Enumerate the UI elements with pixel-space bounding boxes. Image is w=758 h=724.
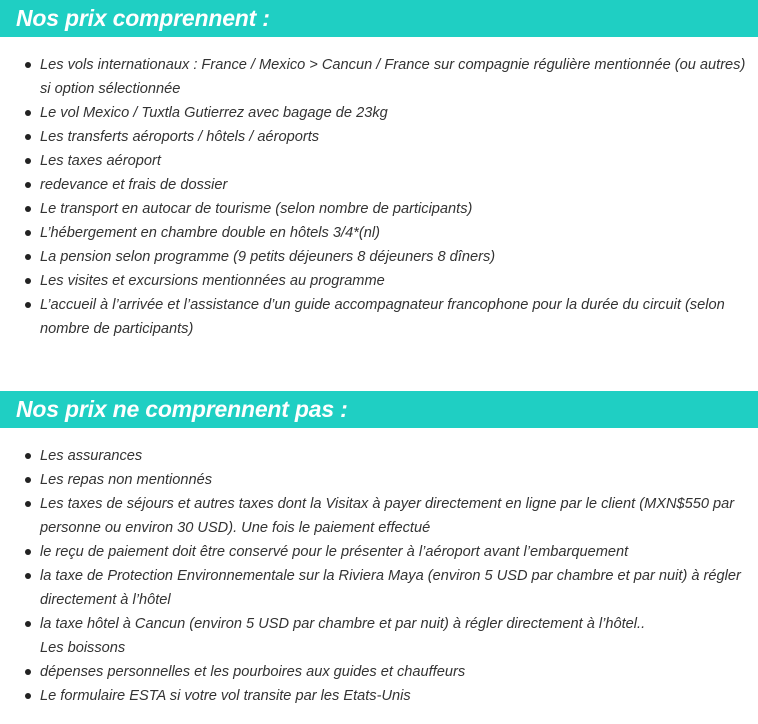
list-item: Les taxes aéroport xyxy=(0,149,758,173)
list-item: la taxe de Protection Environnementale sur la Riviera Maya (environ 5 USD par chambre et par nuit) à régler directement à l’hôtel xyxy=(0,564,758,612)
list-item: La pension selon programme (9 petits déjeuners 8 déjeuners 8 dîners) xyxy=(0,245,758,269)
list-item: la taxe hôtel à Cancun (environ 5 USD par chambre et par nuit) à régler directement à l’hôtel.. xyxy=(0,612,758,636)
included-section-title: Nos prix comprennent : xyxy=(16,5,270,31)
list-item: Le vol Mexico / Tuxtla Gutierrez avec bagage de 23kg xyxy=(0,101,758,125)
list-item: Les boissons xyxy=(40,640,126,656)
list-item: dépenses personnelles et les pourboires aux guides et chauffeurs xyxy=(0,660,758,684)
list-item: le reçu de paiement doit être conservé pour le présenter à l’aéroport avant l’embarquement xyxy=(0,540,758,564)
list-item: L’accueil à l’arrivée et l’assistance d’un guide accompagnateur francophone pour la durée du circuit (selon nombre de participants) xyxy=(0,293,758,341)
list-item: Les vols internationaux : France / Mexico > Cancun / France sur compagnie régulière mentionnée (ou autres) si option sélectionnée xyxy=(0,53,758,101)
list-item: redevance et frais de dossier xyxy=(0,173,758,197)
list-item: Les visites et excursions mentionnées au programme xyxy=(0,269,758,293)
list-item: Le formulaire ESTA si votre vol transite par les Etats-Unis xyxy=(0,684,758,708)
included-section-header xyxy=(0,0,758,37)
list-item: Les transferts aéroports / hôtels / aéroports xyxy=(0,125,758,149)
excluded-section-title: Nos prix ne comprennent pas : xyxy=(16,396,348,422)
list-item: Les assurances xyxy=(0,444,758,468)
excluded-section-header xyxy=(0,391,758,428)
list-item: Les taxes de séjours et autres taxes dont la Visitax à payer directement en ligne par le client (MXN$550 par personne ou environ 30 USD). Une fois le paiement effectué xyxy=(0,492,758,540)
list-item: L’hébergement en chambre double en hôtels 3/4*(nl) xyxy=(0,221,758,245)
list-item: Le transport en autocar de tourisme (selon nombre de participants) xyxy=(0,197,758,221)
included-list xyxy=(0,53,758,341)
list-item: Les repas non mentionnés xyxy=(0,468,758,492)
excluded-list xyxy=(0,444,758,708)
